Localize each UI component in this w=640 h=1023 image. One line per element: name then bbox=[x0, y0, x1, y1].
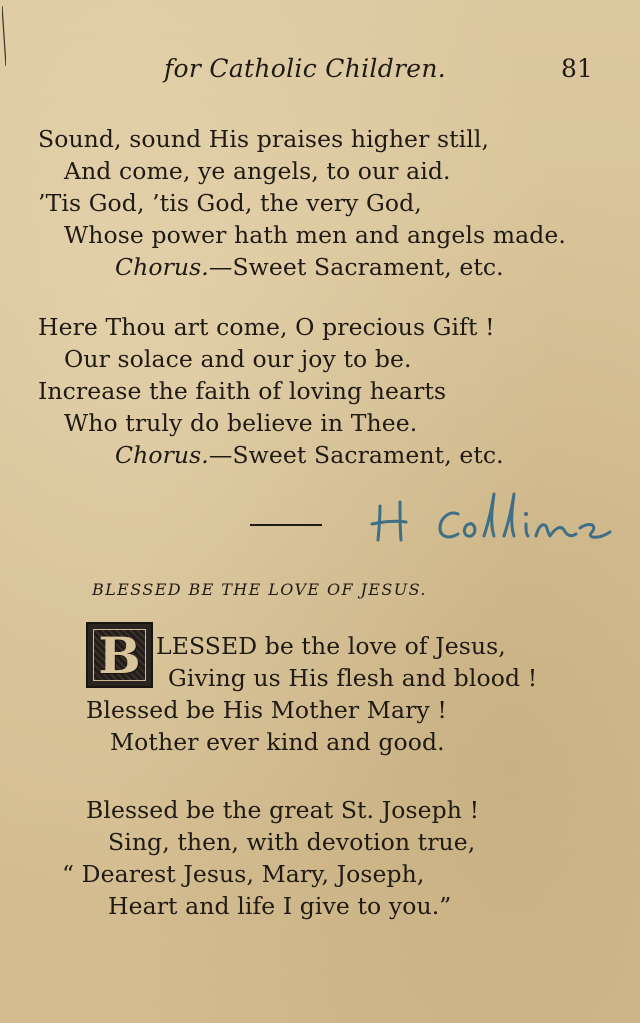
verse-line: LESSED be the love of Jesus, bbox=[156, 632, 506, 660]
chorus-line bbox=[115, 441, 504, 469]
verse-line: Mother ever kind and good. bbox=[110, 728, 445, 756]
chorus-label: Chorus. bbox=[115, 253, 209, 281]
verse-line: Increase the faith of loving hearts bbox=[38, 377, 447, 405]
verse-line: Our solace and our joy to be. bbox=[64, 345, 412, 373]
hymn-title: BLESSED BE THE LOVE OF JESUS. bbox=[92, 580, 427, 599]
verse-line: Blessed be the great St. Joseph ! bbox=[86, 796, 480, 824]
chorus-text: —Sweet Sacrament, etc. bbox=[208, 441, 504, 469]
verse-line: Giving us His flesh and blood ! bbox=[168, 664, 538, 692]
dropcap-initial bbox=[86, 622, 153, 688]
verse-line: “ Dearest Jesus, Mary, Joseph, bbox=[62, 860, 425, 888]
margin-mark bbox=[2, 6, 6, 66]
verse-line: Sound, sound His praises higher still, bbox=[38, 125, 490, 153]
verse-line: Heart and life I give to you.” bbox=[108, 892, 452, 920]
chorus-label: Chorus. bbox=[115, 441, 209, 469]
page-number: 81 bbox=[561, 54, 593, 83]
verse-line: Who truly do believe in Thee. bbox=[64, 409, 418, 437]
verse-line: Sing, then, with devotion true, bbox=[108, 828, 476, 856]
verse-line: Blessed be His Mother Mary ! bbox=[86, 696, 447, 724]
running-head: for Catholic Children. bbox=[164, 54, 446, 83]
dropcap-letter: B bbox=[98, 625, 141, 685]
verse-line: And come, ye angels, to our aid. bbox=[64, 157, 451, 185]
handwritten-signature bbox=[366, 484, 626, 550]
chorus-text: —Sweet Sacrament, etc. bbox=[208, 253, 504, 281]
section-divider bbox=[250, 524, 322, 526]
chorus-line bbox=[115, 253, 504, 281]
verse-line: ’Tis God, ’tis God, the very God, bbox=[38, 189, 422, 217]
verse-line: Here Thou art come, O precious Gift ! bbox=[38, 313, 495, 341]
verse-line: Whose power hath men and angels made. bbox=[64, 221, 566, 249]
